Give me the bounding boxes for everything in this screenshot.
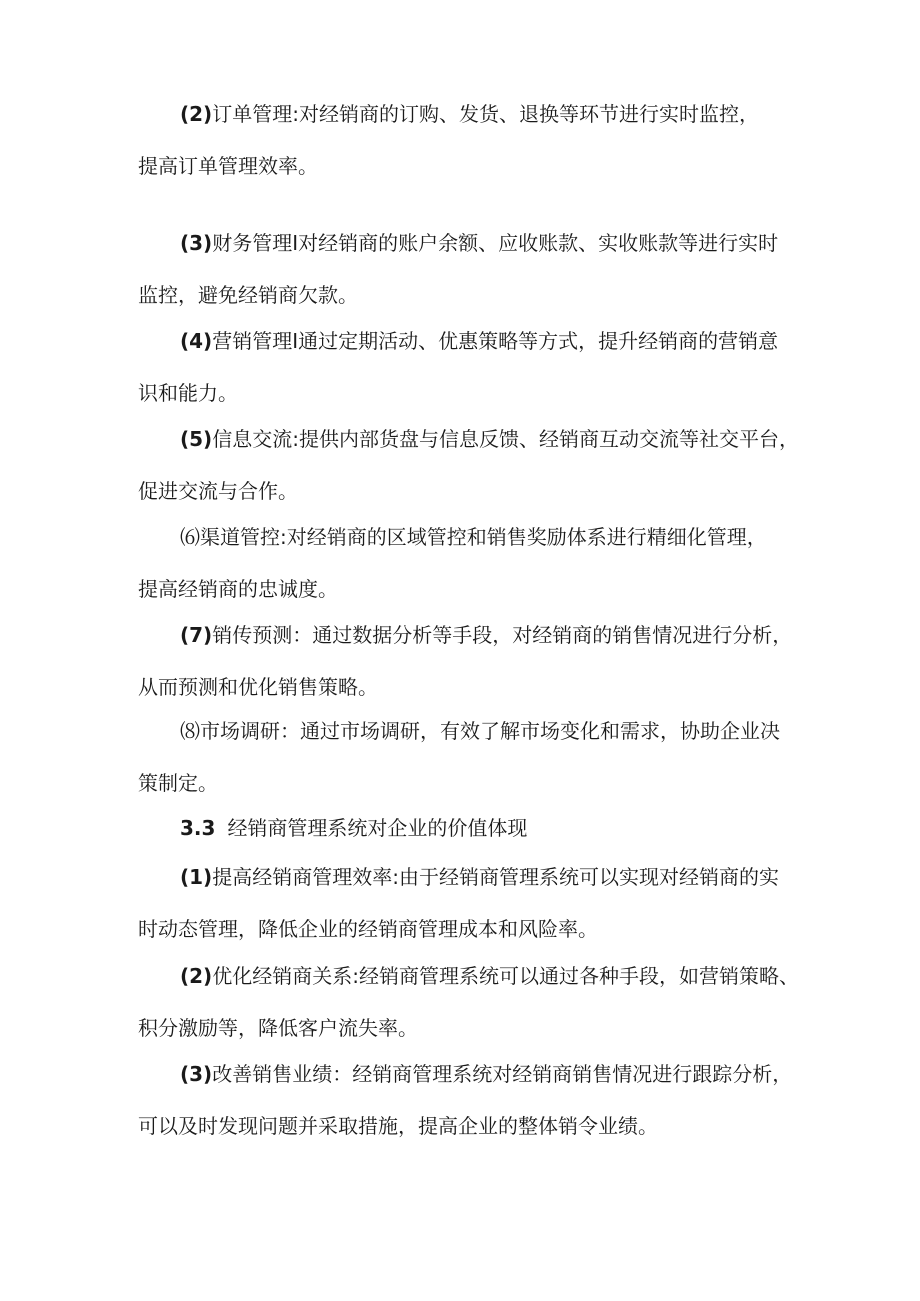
paragraph-text: 营销管理I通过定期活动、优惠策略等方式，提升经销商的营销意 [212, 329, 779, 353]
paragraph-continuation: 积分激励等，降低客户流失率。 [138, 1016, 418, 1040]
paragraph-continuation: 策制定。 [138, 771, 218, 795]
paragraph-information-exchange [138, 413, 799, 517]
paragraph-continuation: 可以及时发现问题并采取措施，提高企业的整体销令业绩。 [138, 1114, 658, 1138]
paragraph-sales-performance [138, 1048, 793, 1152]
paragraph-continuation: 提高订单管理效率。 [138, 154, 318, 178]
paragraph-continuation: 识和能力。 [138, 381, 238, 405]
section-heading [138, 802, 786, 854]
item-number: (3) [180, 1062, 213, 1086]
paragraph-text: 提高经销商管理效率:由于经销商管理系统可以实现对经销商的实 [212, 865, 779, 889]
paragraph-text: 财务管理I对经销商的账户余额、应收账款、实收账款等进行实时 [212, 231, 779, 255]
item-number: (4) [180, 329, 213, 353]
section-number: 3.3 [180, 816, 216, 840]
item-number: (2) [180, 102, 213, 126]
paragraph-sales-forecast [138, 609, 793, 713]
paragraph-text: 订单管理:对经销商的订购、发货、退换等环节进行实时监控， [212, 102, 759, 126]
paragraph-market-research [138, 705, 786, 809]
paragraph-channel-control [138, 511, 786, 615]
paragraph-text: 优化经销商关系:经销商管理系统可以通过各种手段，如营销策略、 [212, 964, 799, 988]
paragraph-text: 信息交流:提供内部货盘与信息反馈、经销商互动交流等社交平台， [212, 427, 799, 451]
item-number: (3) [180, 231, 213, 255]
paragraph-finance-management [138, 217, 786, 321]
item-number: (1) [180, 865, 213, 889]
paragraph-text: 渠道管控:对经销商的区域管控和销售奖励体系进行精细化管理， [200, 525, 767, 549]
paragraph-text: 市场调研：通过市场调研，有效了解市场变化和需求，协助企业决 [200, 719, 780, 743]
item-number: (5) [180, 427, 213, 451]
paragraph-relationship [138, 950, 799, 1054]
paragraph-text: 改善销售业绩：经销商管理系统对经销商销售情况进行跟踪分析， [212, 1062, 793, 1086]
item-number: ⑹ [180, 525, 200, 549]
item-number: ⑻ [180, 719, 200, 743]
paragraph-continuation: 促进交流与合作。 [138, 479, 298, 503]
section-title: 经销商管理系统对企业的价值体现 [227, 816, 528, 840]
paragraph-efficiency [138, 851, 786, 955]
paragraph-continuation: 从而预测和优化销售策略。 [138, 675, 378, 699]
item-number: (2) [180, 964, 213, 988]
paragraph-marketing-management [138, 315, 786, 419]
paragraph-continuation: 提高经销商的忠诚度。 [138, 577, 338, 601]
item-number: (7) [180, 623, 213, 647]
paragraph-text: 销传预测：通过数据分析等手段，对经销商的销售情况进行分析， [212, 623, 793, 647]
paragraph-continuation: 时动态管理，降低企业的经销商管理成本和风险率。 [138, 917, 598, 941]
paragraph-order-management [138, 88, 786, 192]
paragraph-continuation: 监控，避免经销商欠款。 [138, 283, 358, 307]
